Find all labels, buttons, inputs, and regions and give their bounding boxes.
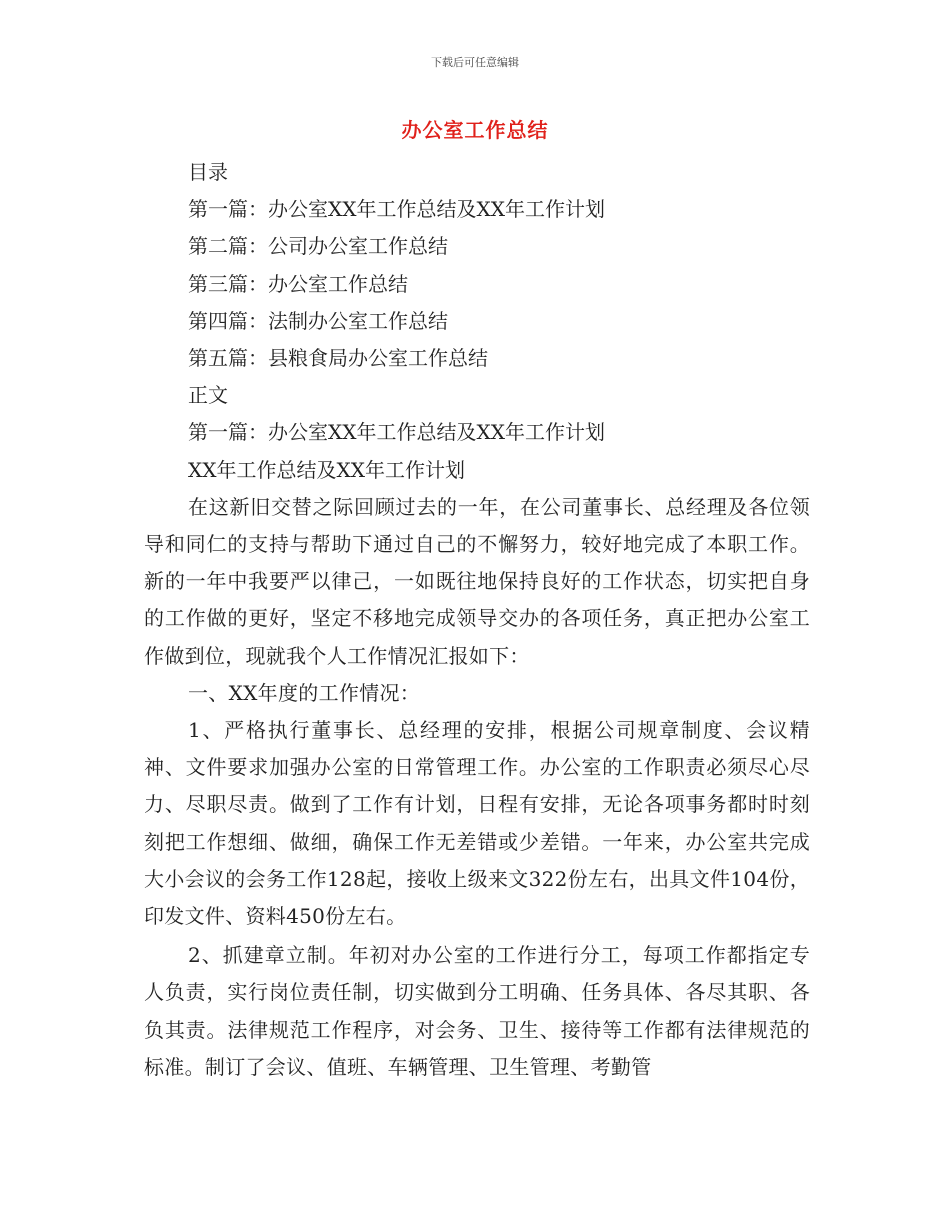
document-title: 办公室工作总结 <box>401 118 549 142</box>
paragraph-intro: 在这新旧交替之际回顾过去的一年，在公司董事长、总经理及各位领导和同仁的支持与帮助下通过自己的不懈努力，较好地完成了本职工作。新的一年中我要严以律己，一如既往地保持良好的工作状态，切实把自身的工作做的更好，坚定不移地完成领导交办的各项任务，真正把办公室工作做到位，现就我个人工作情况汇报如下： <box>144 494 810 668</box>
toc-label: 目录 <box>188 160 228 184</box>
paragraph-item-1: 1、严格执行董事长、总经理的安排，根据公司规章制度、会议精神、文件要求加强办公室的日常管理工作。办公室的工作职责必须尽心尽力、尽职尽责。做到了工作有计划，日程有安排，无论各项事务都时时刻刻把工作想细、做细，确保工作无差错或少差错。一年来，办公室共完成大小会议的会务工作128起，接收上级来文322份左右，出具文件104份，印发文件、资料450份左右。 <box>144 718 810 929</box>
section-heading-1: 一、XX年度的工作情况： <box>188 680 421 705</box>
toc-item-5: 第五篇：县粮食局办公室工作总结 <box>188 346 488 371</box>
header-note: 下载后可任意编辑 <box>431 56 519 69</box>
document-body <box>144 154 810 1086</box>
toc-item-3: 第三篇：办公室工作总结 <box>188 271 408 296</box>
toc-item-1: 第一篇：办公室XX年工作总结及XX年工作计划 <box>188 197 605 222</box>
body-label: 正文 <box>188 383 228 408</box>
paragraph-item-2: 2、抓建章立制。年初对办公室的工作进行分工，每项工作都指定专人负责，实行岗位责任制，切实做到分工明确、任务具体、各尽其职、各负其责。法律规范工作程序，对会务、卫生、接待等工作都有法律规范的标准。制订了会议、值班、车辆管理、卫生管理、考勤管 <box>144 943 810 1079</box>
toc-item-4: 第四篇：法制办公室工作总结 <box>188 308 448 333</box>
chapter-title: 第一篇：办公室XX年工作总结及XX年工作计划 <box>188 420 605 445</box>
chapter-subtitle: XX年工作总结及XX年工作计划 <box>188 457 465 482</box>
toc-item-2: 第二篇：公司办公室工作总结 <box>188 234 448 259</box>
